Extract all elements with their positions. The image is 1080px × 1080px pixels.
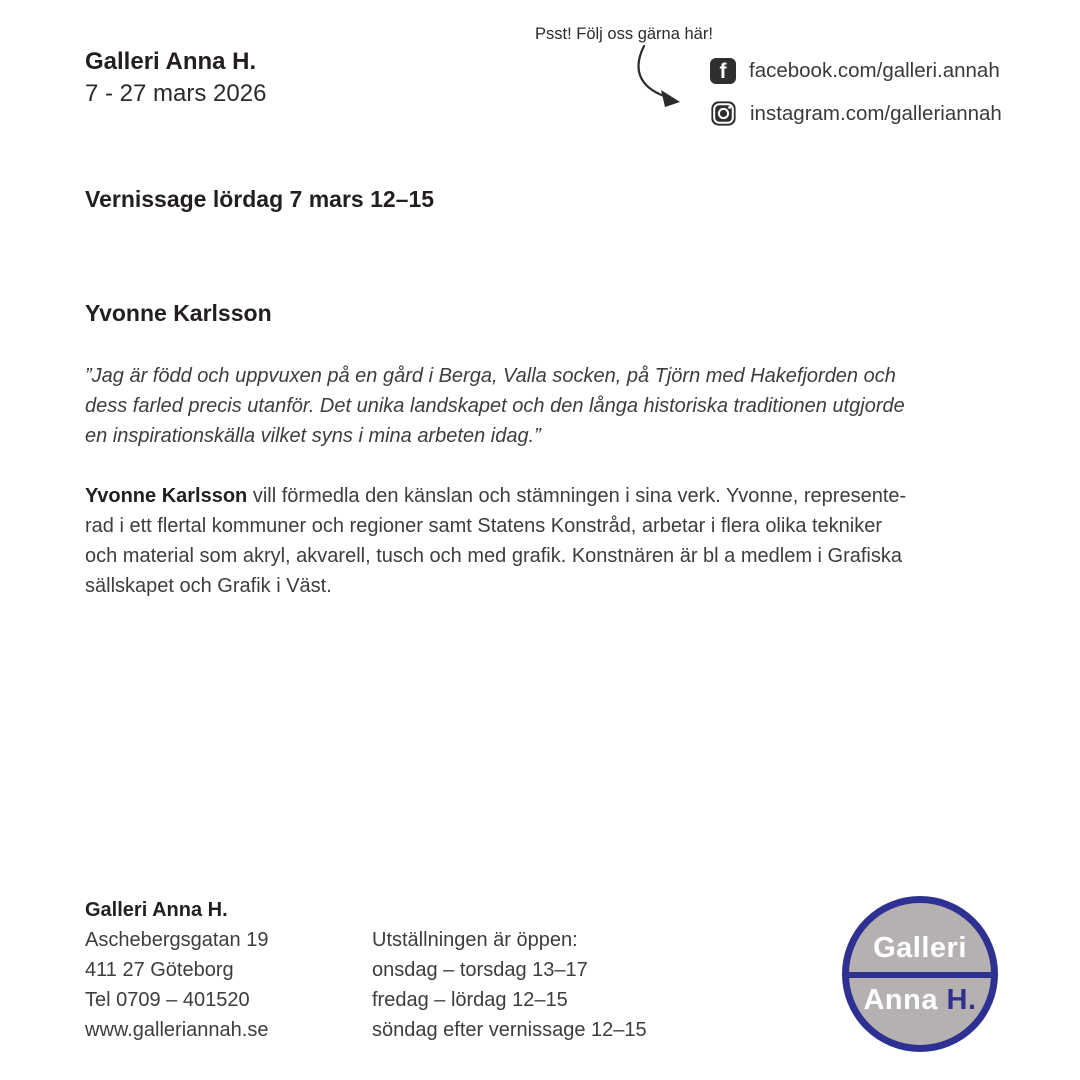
facebook-icon: f — [710, 58, 736, 84]
brand-block — [85, 46, 266, 110]
address-city: 411 27 Göteborg — [85, 959, 234, 981]
quote-line: dess farled precis utanför. Det unika landskapet och den långa historiska traditionen utgjorde — [85, 395, 905, 417]
instagram-url: instagram.com/galleriannah — [750, 101, 1002, 125]
curved-arrow-icon — [618, 44, 698, 110]
address-phone: Tel 0709 – 401520 — [85, 989, 250, 1011]
logo-h-initial: H. — [946, 983, 977, 1016]
quote-line: ”Jag är född och uppvuxen på en gård i Berga, Valla socken, på Tjörn med Hakefjorden och — [85, 365, 896, 387]
facebook-url: facebook.com/galleri.annah — [749, 58, 1000, 82]
gallery-logo — [842, 896, 998, 1052]
logo-top-text: Galleri — [873, 931, 967, 964]
hours-line: söndag efter vernissage 12–15 — [372, 1019, 647, 1041]
social-links — [710, 57, 1002, 143]
gallery-name: Galleri Anna H. — [85, 48, 257, 75]
bio-line: och material som akryl, akvarell, tusch och med grafik. Konstnären är bl a medlem i Grafiska — [85, 545, 902, 567]
instagram-link[interactable] — [710, 100, 1002, 127]
address-block — [85, 895, 268, 1045]
opening-hours-block — [372, 925, 647, 1045]
exhibition-dates: 7 - 27 mars 2026 — [85, 80, 267, 107]
instagram-icon — [710, 100, 737, 127]
bio-artist-name: Yvonne Karlsson — [85, 485, 248, 507]
bio-line: Yvonne Karlsson vill förmedla den känslan och stämningen i sina verk. Yvonne, represente- — [85, 485, 907, 507]
follow-us-note: Psst! Följ oss gärna här! — [535, 25, 713, 43]
hours-heading: Utställningen är öppen: — [372, 929, 578, 951]
website-link[interactable]: www.galleriannah.se — [85, 1019, 269, 1041]
hours-line: fredag – lördag 12–15 — [372, 989, 568, 1011]
artist-quote — [85, 361, 905, 451]
address-street: Aschebergsgatan 19 — [85, 929, 269, 951]
artist-name-heading: Yvonne Karlsson — [85, 300, 272, 326]
facebook-link[interactable] — [710, 57, 1002, 84]
bio-line: rad i ett flertal kommuner och regioner samt Statens Konstråd, arbetar i flera olika tekniker — [85, 515, 883, 537]
bio-line: sällskapet och Grafik i Väst. — [85, 575, 332, 597]
vernissage-heading: Vernissage lördag 7 mars 12–15 — [85, 186, 435, 212]
address-gallery-name: Galleri Anna H. — [85, 899, 228, 921]
quote-line: en inspirationskälla vilket syns i mina arbeten idag.” — [85, 425, 541, 447]
artist-bio — [85, 481, 906, 601]
logo-bottom-text: Anna H. — [863, 983, 977, 1016]
hours-line: onsdag – torsdag 13–17 — [372, 959, 588, 981]
